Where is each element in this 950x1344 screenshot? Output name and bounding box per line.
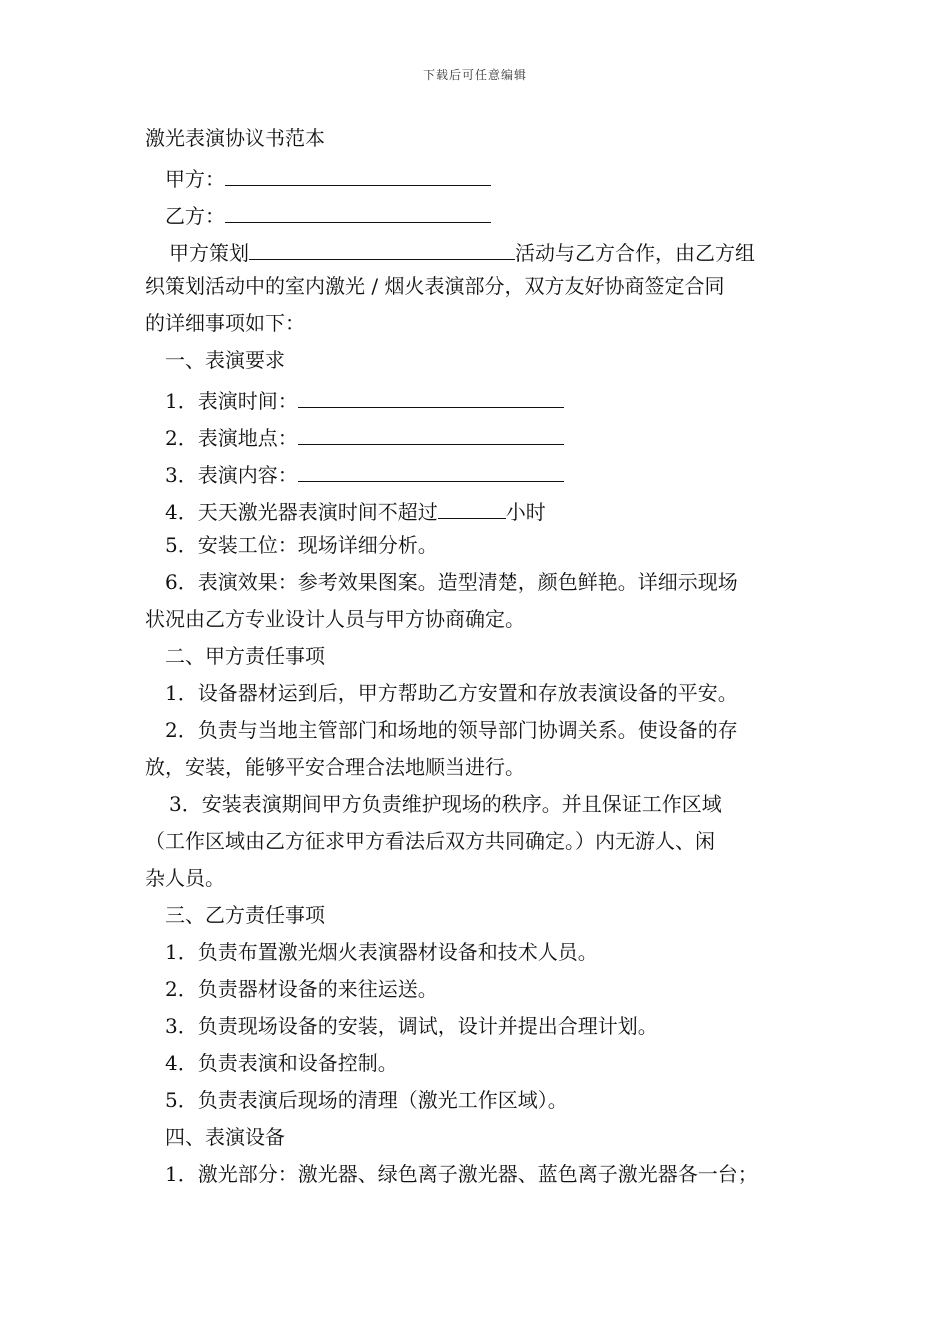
s1-item-6-line-1: 6．表演效果：参考效果图案。造型清楚，颜色鲜艳。详细示现场 xyxy=(165,570,738,594)
s1-item-3 xyxy=(145,453,815,490)
page-header: 下载后可任意编辑 xyxy=(422,68,527,82)
party-b-blank xyxy=(225,194,491,223)
s3-item-3: 3．负责现场设备的安装，调试，设计并提出合理计划。 xyxy=(165,1014,658,1038)
s3-item-4: 4．负责表演和设备控制。 xyxy=(165,1051,398,1075)
document-title: 激光表演协议书范本 xyxy=(145,126,325,150)
s3-item-2: 2．负责器材设备的来往运送。 xyxy=(165,977,438,1001)
section-3-title: 三、乙方责任事项 xyxy=(165,903,325,927)
intro-line-3: 的详细事项如下： xyxy=(145,311,305,335)
performance-place-blank xyxy=(298,416,564,445)
party-b-label: 乙方： xyxy=(165,204,225,228)
s1-item-1 xyxy=(145,379,815,416)
section-1-title: 一、表演要求 xyxy=(165,348,285,372)
s2-item-2-line-2: 放，安装，能够平安合理合法地顺当进行。 xyxy=(145,755,525,779)
document-body xyxy=(145,120,815,1193)
s2-item-1: 1．设备器材运到后，甲方帮助乙方安置和存放表演设备的平安。 xyxy=(165,681,738,705)
activity-blank xyxy=(249,231,515,260)
s2-item-3-line-1: 3．安装表演期间甲方负责维护现场的秩序。并且保证工作区域 xyxy=(169,792,722,816)
s3-item-1: 1．负责布置激光烟火表演器材设备和技术人员。 xyxy=(165,940,598,964)
intro-start: 甲方策划 xyxy=(169,241,249,265)
s1-item-5: 5．安装工位：现场详细分析。 xyxy=(165,533,438,557)
party-a-line xyxy=(145,157,815,194)
party-a-blank xyxy=(225,157,491,186)
performance-content-blank xyxy=(298,453,564,482)
section-4-title: 四、表演设备 xyxy=(165,1125,285,1149)
s1-item-2 xyxy=(145,416,815,453)
s1-item-4 xyxy=(145,490,815,527)
intro-line-2: 织策划活动中的室内激光 / 烟火表演部分，双方友好协商签定合同 xyxy=(145,274,725,298)
intro-line1-end: 活动与乙方合作，由乙方组 xyxy=(515,241,755,265)
s1-item-2-label: 2．表演地点： xyxy=(165,426,298,450)
s1-item-4-label: 4．天天激光器表演时间不超过 xyxy=(165,500,438,524)
s1-item-6-line-2: 状况由乙方专业设计人员与甲方协商确定。 xyxy=(145,607,525,631)
s1-item-4-unit: 小时 xyxy=(505,500,546,524)
s2-item-3-line-2: （工作区域由乙方征求甲方看法后双方共同确定。）内无游人、闲 xyxy=(145,829,715,853)
s3-item-5: 5．负责表演后现场的清理（激光工作区域）。 xyxy=(165,1088,568,1112)
party-a-label: 甲方： xyxy=(165,167,225,191)
performance-time-blank xyxy=(298,379,564,408)
s1-item-1-label: 1．表演时间： xyxy=(165,389,298,413)
s1-item-3-label: 3．表演内容： xyxy=(165,463,298,487)
hours-blank xyxy=(438,490,506,519)
s2-item-2-line-1: 2．负责与当地主管部门和场地的领导部门协调关系。使设备的存 xyxy=(165,718,738,742)
party-b-line xyxy=(145,194,815,231)
s4-item-1: 1．激光部分：激光器、绿色离子激光器、蓝色离子激光器各一台； xyxy=(165,1162,758,1186)
intro-line-1 xyxy=(145,231,815,268)
s2-item-3-line-3: 杂人员。 xyxy=(145,866,225,890)
section-2-title: 二、甲方责任事项 xyxy=(165,644,325,668)
